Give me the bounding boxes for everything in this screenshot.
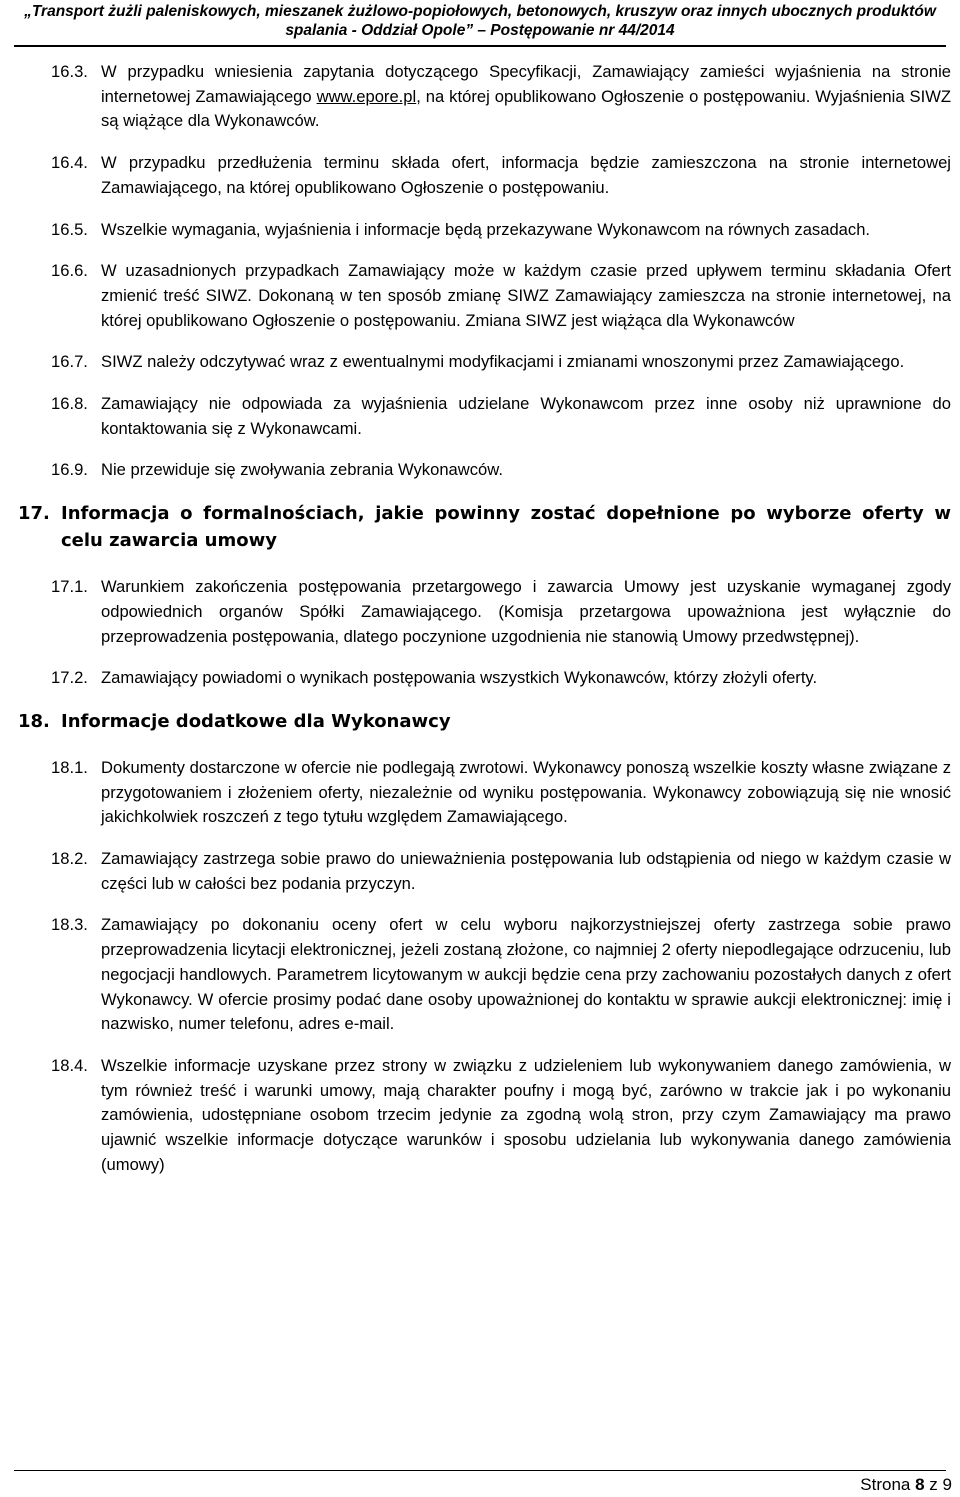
paragraph-number: 16.3. bbox=[51, 62, 88, 81]
paragraph-text bbox=[101, 60, 951, 134]
paragraph-16-5 bbox=[51, 218, 951, 243]
page-of: z bbox=[929, 1475, 938, 1494]
paragraph-number: 16.9. bbox=[51, 460, 88, 480]
paragraph-text-part: , na której opublikowano Ogłoszenie o postępowaniu. Wyjaśnienia SIWZ są wiążące dla Wykonawców. bbox=[101, 86, 951, 131]
header-divider bbox=[14, 45, 946, 47]
paragraph-number: 16.8. bbox=[51, 394, 88, 414]
total-pages: 9 bbox=[942, 1475, 952, 1494]
paragraph-number: 16.6. bbox=[51, 261, 88, 281]
paragraph-text: Warunkiem zakończenia postępowania przetargowego i zawarcia Umowy jest uzyskanie wymaganej zgody odpowiednich organów Spółki Zamawiającego. (Komisja przetargowa upoważniona jest wyłącznie do przeprowadzenia postępowania, dlatego poczynione uzgodnienia nie stanowią Umowy przedwstępnej). bbox=[101, 577, 951, 646]
paragraph-text: Zamawiający powiadomi o wynikach postępowania wszystkich Wykonawców, którzy złożyli oferty. bbox=[101, 668, 818, 688]
paragraph-number: 18.2. bbox=[51, 849, 88, 869]
section-heading-17 bbox=[18, 500, 951, 554]
paragraph-text: Wszelkie informacje uzyskane przez strony w związku z udzieleniem lub wykonywaniem danego zamówienia, w tym również treść i warunki umowy, mają charakter poufny i mogą być, zarówno w trakcie jak i po wykonaniu zamówienia, udostępniane osobom trzecim jedynie za zgodną wolą stron, przy czym Zamawiający ma prawo ujawnić wszelkie informacje dotyczące warunków i sposobu udzielania lub wykonywania danego zamówienia (umowy) bbox=[101, 1055, 951, 1174]
paragraph-18-3 bbox=[51, 913, 951, 1037]
paragraph-16-8 bbox=[51, 392, 951, 441]
paragraph-16-3 bbox=[51, 60, 951, 134]
paragraph-number: 18.4. bbox=[51, 1055, 88, 1075]
paragraph-16-7 bbox=[51, 350, 951, 375]
header-line-1: „Transport żużli paleniskowych, mieszanek żużlowo-popiołowych, betonowych, kruszyw oraz innych ubocznych produktów bbox=[24, 3, 936, 20]
paragraph-17-2 bbox=[51, 666, 951, 691]
paragraph-text: W uzasadnionych przypadkach Zamawiający może w każdym czasie przed upływem terminu składania Ofert zmienić treść SIWZ. Dokonaną w ten sposób zmianę SIWZ Zamawiający zamieszcza na stronie internetowej, na której opublikowano Ogłoszenie o postępowaniu. Zmiana SIWZ jest wiążąca dla Wykonawców bbox=[101, 261, 951, 330]
paragraph-number: 16.7. bbox=[51, 352, 88, 372]
paragraph-text-part: W przypadku wniesienia zapytania dotyczącego Specyfikacji, Zamawiający zamieści wyjaśnienia na stronie internetowej Zamawiającego bbox=[101, 62, 951, 106]
paragraph-number: 16.4. bbox=[51, 153, 88, 173]
paragraph-number: 18.1. bbox=[51, 757, 88, 777]
paragraph-text: Dokumenty dostarczone w ofercie nie podlegają zwrotowi. Wykonawcy ponoszą wszelkie koszty własne związane z przygotowaniem i złożeniem oferty, niezależnie od wyniku postępowania. Wykonawcy zobowiązują się nie wnosić jakichkolwiek roszczeń z tego tytułu względem Zamawiającego. bbox=[101, 757, 951, 827]
paragraph-text: W przypadku przedłużenia terminu składa ofert, informacja będzie zamieszczona na stronie internetowej Zamawiającego, na której opublikowano Ogłoszenie o postępowaniu. bbox=[101, 153, 951, 197]
paragraph-text: SIWZ należy odczytywać wraz z ewentualnymi modyfikacjami i zmianami wnoszonymi przez Zamawiającego. bbox=[101, 352, 905, 372]
section-title: Informacja o formalnościach, jakie powinny zostać dopełnione po wyborze oferty w celu zawarcia umowy bbox=[61, 503, 951, 552]
header-line-2: spalania - Oddział Opole” – Postępowanie nr 44/2014 bbox=[285, 22, 675, 39]
paragraph-number: 18.3. bbox=[51, 915, 88, 935]
paragraph-text: Zamawiający nie odpowiada za wyjaśnienia udzielane Wykonawcom przez inne osoby niż uprawnione do kontaktowania się z Wykonawcami. bbox=[101, 394, 951, 438]
paragraph-text: Zamawiający zastrzega sobie prawo do unieważnienia postępowania lub odstąpienia od niego w każdym czasie w części lub w całości bez podania przyczyn. bbox=[101, 849, 951, 893]
paragraph-text: Wszelkie wymagania, wyjaśnienia i informacje będą przekazywane Wykonawcom na równych zasadach. bbox=[101, 219, 871, 239]
page-number bbox=[860, 1475, 952, 1495]
paragraph-text: Nie przewiduje się zwoływania zebrania Wykonawców. bbox=[101, 460, 503, 480]
section-number: 18. bbox=[18, 710, 50, 732]
paragraph-number: 17.2. bbox=[51, 668, 88, 688]
paragraph-16-4 bbox=[51, 151, 951, 200]
paragraph-18-1 bbox=[51, 756, 951, 830]
section-heading-18 bbox=[18, 708, 951, 735]
section-number: 17. bbox=[18, 503, 50, 525]
website-link[interactable]: www.epore.pl bbox=[316, 86, 417, 106]
page-prefix: Strona bbox=[860, 1475, 911, 1494]
paragraph-17-1 bbox=[51, 575, 951, 649]
paragraph-18-2 bbox=[51, 847, 951, 896]
paragraph-16-6 bbox=[51, 259, 951, 333]
document-header bbox=[0, 0, 960, 46]
paragraph-text: Zamawiający po dokonaniu oceny ofert w celu wyboru najkorzystniejszej oferty zastrzega sobie prawo przeprowadzenia licytacji elektronicznej, jeżeli zostaną złożone, co najmniej 2 oferty niepodlegające odrzuceniu, lub negocjacji handlowych. Parametrem licytowanym w aukcji będzie cena przy zachowaniu pozostałych danych z ofert Wykonawcy. W ofercie prosimy podać dane osoby upoważnionej do kontaktu w sprawie aukcji elektronicznej: imię i nazwisko, numer telefonu, adres e-mail. bbox=[101, 915, 951, 1034]
paragraph-number: 16.5. bbox=[51, 219, 88, 239]
paragraph-16-9 bbox=[51, 458, 951, 483]
paragraph-18-4 bbox=[51, 1054, 951, 1178]
section-title: Informacje dodatkowe dla Wykonawcy bbox=[61, 710, 451, 732]
document-body bbox=[18, 60, 951, 1195]
footer-divider bbox=[14, 1470, 946, 1471]
current-page: 8 bbox=[915, 1475, 925, 1494]
paragraph-number: 17.1. bbox=[51, 577, 88, 597]
